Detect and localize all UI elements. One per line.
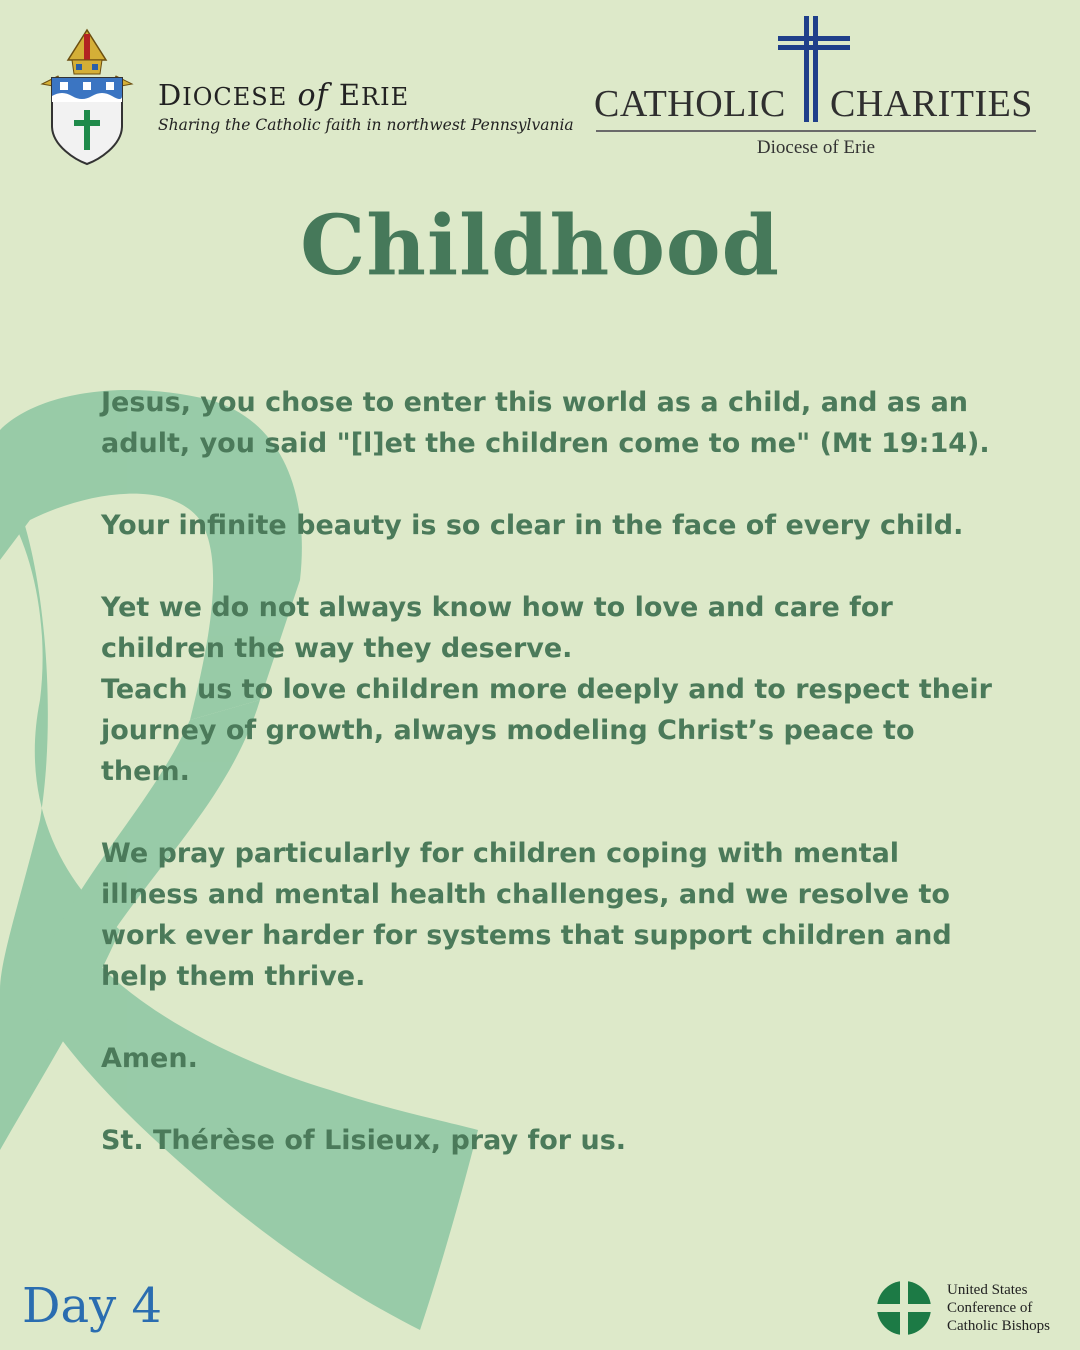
prayer-paragraph-2: Your infinite beauty is so clear in the face of every child. (101, 510, 964, 541)
charities-subtitle: Diocese of Erie (756, 137, 876, 158)
usccb-line-2: Conference of (947, 1300, 1033, 1316)
charities-word-catholic: CATHOLIC (594, 83, 786, 125)
prayer-paragraph-3a: Yet we do not always know how to love and care for children the way they deserve. (101, 592, 893, 664)
diocese-crest-icon (38, 26, 136, 166)
prayer-paragraph-3b: Teach us to love children more deeply and to respect their journey of growth, always modeling Christ’s peace to them. (101, 674, 992, 787)
diocese-of-erie-logo (38, 26, 574, 166)
catholic-charities-logo (592, 14, 1042, 164)
usccb-logo (876, 1278, 1066, 1340)
prayer-closing: St. Thérèse of Lisieux, pray for us. (101, 1125, 627, 1156)
diocese-name: DIOCESE of ERIE (158, 78, 410, 113)
day-label: Day 4 (22, 1278, 163, 1334)
prayer-paragraph-4: We pray particularly for children coping with mental illness and mental health challenges, and we resolve to work ever harder for systems that support children and help them thrive. (101, 838, 952, 992)
charities-word-charities: CHARITIES (830, 83, 1033, 125)
usccb-name (947, 1281, 1050, 1335)
prayer-paragraph-1: Jesus, you chose to enter this world as a child, and as an adult, you said "[l]et the children come to me" (Mt 19:14). (101, 387, 990, 459)
diocese-tagline: Sharing the Catholic faith in northwest Pennsylvania (158, 116, 574, 134)
prayer-text (101, 382, 1001, 1161)
usccb-cross-icon (876, 1280, 932, 1336)
charities-divider (596, 130, 1036, 132)
usccb-line-1: United States (947, 1282, 1028, 1298)
prayer-amen: Amen. (101, 1043, 198, 1074)
page-title: Childhood (300, 198, 780, 294)
usccb-line-3: Catholic Bishops (947, 1318, 1050, 1334)
